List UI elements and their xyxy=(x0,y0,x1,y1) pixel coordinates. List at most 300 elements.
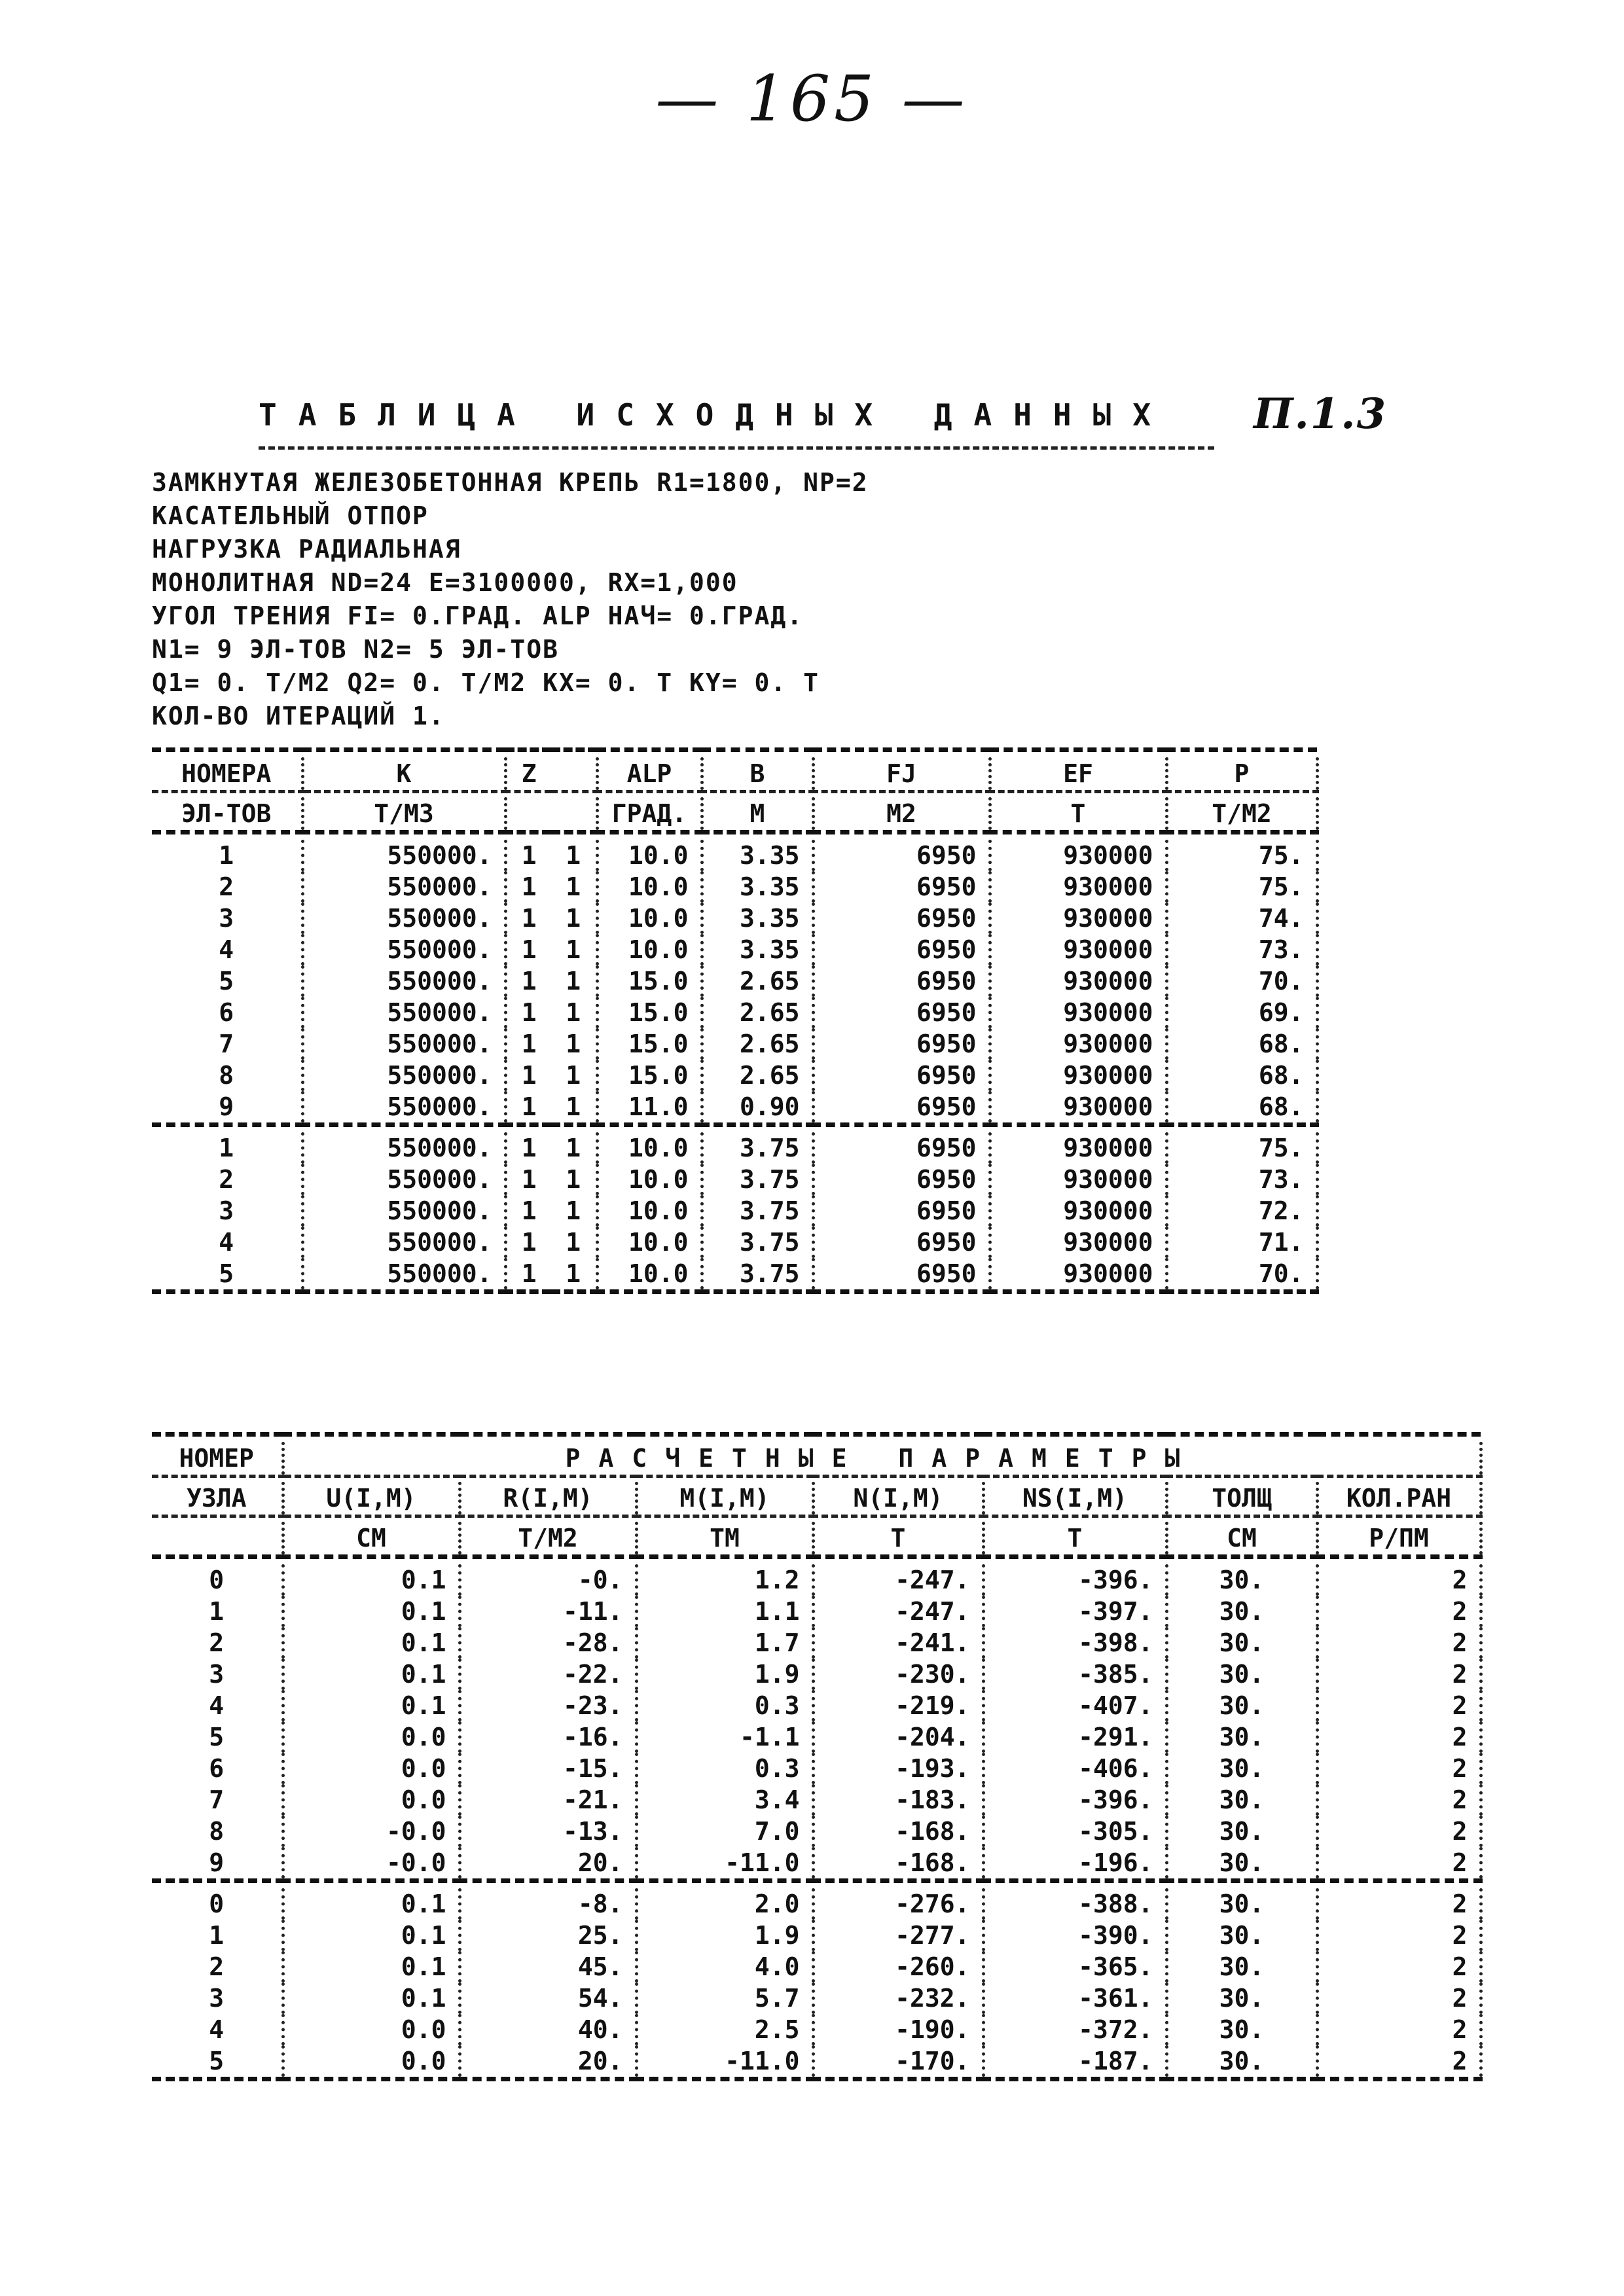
table-cell: 1 xyxy=(566,1092,581,1121)
table-cell: 30. xyxy=(1166,1564,1317,1596)
col-unit: М xyxy=(702,797,813,833)
table-cell: 930000 xyxy=(990,1195,1166,1227)
table-cell: -406. xyxy=(983,1753,1166,1784)
table-cell: 30. xyxy=(1166,1596,1317,1627)
table-cell: 9 xyxy=(209,1848,225,1877)
table-row xyxy=(152,1659,1481,1690)
table-row xyxy=(152,1888,1481,1920)
table-cell: 0.0 xyxy=(283,1753,460,1784)
info-line: НАГРУЗКА РАДИАЛЬНАЯ xyxy=(152,535,461,564)
table-cell: 0.1 xyxy=(283,1951,460,1982)
table-cell: 2 xyxy=(209,1628,225,1657)
col-unit xyxy=(152,1522,283,1557)
table-cell: 15.0 xyxy=(597,1060,702,1091)
table-cell: 10.0 xyxy=(597,840,702,871)
table-cell: -372. xyxy=(983,2014,1166,2045)
table-cell: 11.0 xyxy=(597,1091,702,1125)
col-unit: Т/М2 xyxy=(460,1522,636,1557)
table-row xyxy=(152,1091,1317,1125)
info-line: Q1= 0. Т/М2 Q2= 0. Т/М2 KX= 0. Т KY= 0. Т xyxy=(152,668,820,697)
table-cell: 1 xyxy=(505,1091,551,1125)
table-cell: 930000 xyxy=(990,1164,1166,1195)
table-cell: -277. xyxy=(813,1920,983,1951)
table-cell: 6950 xyxy=(813,1258,990,1292)
table-cell: 1 xyxy=(505,1132,551,1164)
input-units-row xyxy=(152,797,1317,833)
table-cell: 1 xyxy=(505,934,551,965)
table-cell: 1 xyxy=(505,997,551,1028)
table-row xyxy=(152,1784,1481,1816)
table-cell: -196. xyxy=(983,1847,1166,1881)
table-cell: 2 xyxy=(1317,2014,1481,2045)
table-cell: 2 xyxy=(1317,1627,1481,1659)
table-cell: 6950 xyxy=(813,1164,990,1195)
title-underline xyxy=(259,446,1214,450)
col-header: КОЛ.РАН xyxy=(1317,1482,1481,1516)
table-cell: -247. xyxy=(813,1564,983,1596)
table-cell: 70. xyxy=(1166,1258,1317,1292)
col-header: FJ xyxy=(813,757,990,792)
table-cell: 550000. xyxy=(302,871,505,903)
table-cell: -168. xyxy=(813,1847,983,1881)
table-cell: 1 xyxy=(505,1227,551,1258)
table-row xyxy=(152,1816,1481,1847)
table-cell: 2 xyxy=(1317,1816,1481,1847)
table-cell: 10.0 xyxy=(597,903,702,934)
table-cell: 30. xyxy=(1166,1784,1317,1816)
table-cell: 0.1 xyxy=(283,1690,460,1721)
results-header-row xyxy=(152,1482,1481,1516)
table-cell: 1 xyxy=(566,967,581,996)
table-cell: 0.0 xyxy=(283,1721,460,1753)
table-row xyxy=(152,1258,1317,1292)
table-cell: 550000. xyxy=(302,1258,505,1292)
col-header: ALP xyxy=(597,757,702,792)
table-cell: -396. xyxy=(983,1564,1166,1596)
table-cell: 3.75 xyxy=(702,1258,813,1292)
table-cell: 550000. xyxy=(302,1132,505,1164)
table-cell: -247. xyxy=(813,1596,983,1627)
table-cell: 0.1 xyxy=(283,1564,460,1596)
table-cell: 1 xyxy=(219,841,234,870)
table-cell: 3.35 xyxy=(702,903,813,934)
table-cell: -183. xyxy=(813,1784,983,1816)
table-cell: -11.0 xyxy=(636,1847,813,1881)
table-row xyxy=(152,934,1317,965)
table-cell: 2.65 xyxy=(702,1028,813,1060)
table-cell: 2 xyxy=(1317,1951,1481,1982)
table-cell: -241. xyxy=(813,1627,983,1659)
table-cell: 2.65 xyxy=(702,965,813,997)
table-cell: 0.90 xyxy=(702,1091,813,1125)
table-row xyxy=(152,1951,1481,1982)
table-cell: -193. xyxy=(813,1753,983,1784)
table-cell: 6950 xyxy=(813,1132,990,1164)
table-cell: 3.35 xyxy=(702,871,813,903)
table-cell: 5 xyxy=(219,1259,234,1288)
table-cell: 3 xyxy=(209,1660,225,1689)
table-cell: 550000. xyxy=(302,840,505,871)
table-cell: 6950 xyxy=(813,1195,990,1227)
table-cell: 0.0 xyxy=(283,2045,460,2079)
col-unit xyxy=(551,797,597,833)
table-cell: 1 xyxy=(566,935,581,964)
col-header: EF xyxy=(990,757,1166,792)
table-cell: 6950 xyxy=(813,997,990,1028)
table-cell: 2.65 xyxy=(702,1060,813,1091)
table-cell: 1 xyxy=(505,1195,551,1227)
col-unit: М2 xyxy=(813,797,990,833)
table-cell: 930000 xyxy=(990,871,1166,903)
col-unit: СМ xyxy=(1166,1522,1317,1557)
col-unit: Т/М3 xyxy=(302,797,505,833)
table-cell: 73. xyxy=(1166,1164,1317,1195)
table-title: ТАБЛИЦА ИСХОДНЫХ ДАННЫХ xyxy=(259,397,1172,433)
table-cell: 550000. xyxy=(302,1028,505,1060)
table-cell: 30. xyxy=(1166,1920,1317,1951)
table-cell: 550000. xyxy=(302,1091,505,1125)
table-cell: 8 xyxy=(209,1817,225,1846)
table-cell: 7 xyxy=(219,1030,234,1058)
info-block xyxy=(152,466,1396,733)
table-cell: 930000 xyxy=(990,965,1166,997)
table-cell: -170. xyxy=(813,2045,983,2079)
table-cell: 0.1 xyxy=(283,1596,460,1627)
table-cell: 40. xyxy=(460,2014,636,2045)
table-cell: 71. xyxy=(1166,1227,1317,1258)
table-row xyxy=(152,1596,1481,1627)
table-cell: 0.3 xyxy=(636,1690,813,1721)
node-header-bottom: УЗЛА xyxy=(186,1484,247,1513)
table-title-row xyxy=(259,389,1388,442)
col-unit: Т xyxy=(983,1522,1166,1557)
table-cell: 1 xyxy=(209,1921,225,1950)
col-header: B xyxy=(702,757,813,792)
table-cell: 75. xyxy=(1166,1132,1317,1164)
table-cell: 10.0 xyxy=(597,1258,702,1292)
table-cell: 69. xyxy=(1166,997,1317,1028)
table-cell: 74. xyxy=(1166,903,1317,934)
table-row xyxy=(152,1847,1481,1881)
table-cell: 68. xyxy=(1166,1028,1317,1060)
table-cell: 30. xyxy=(1166,2014,1317,2045)
table-cell: 3.35 xyxy=(702,840,813,871)
table-cell: 2.5 xyxy=(636,2014,813,2045)
table-cell: -1.1 xyxy=(636,1721,813,1753)
col-unit: Т xyxy=(813,1522,983,1557)
table-cell: -16. xyxy=(460,1721,636,1753)
table-cell: 0.0 xyxy=(283,1784,460,1816)
table-cell: 6950 xyxy=(813,871,990,903)
col-header: ТОЛЩ xyxy=(1166,1482,1317,1516)
table-row xyxy=(152,1164,1317,1195)
table-cell: 1.2 xyxy=(636,1564,813,1596)
table-cell: 6950 xyxy=(813,965,990,997)
table-cell: 2 xyxy=(1317,1784,1481,1816)
table-cell: 0.1 xyxy=(283,1659,460,1690)
table-cell: 1 xyxy=(209,1597,225,1626)
table-cell: 3.35 xyxy=(702,934,813,965)
table-cell: 1 xyxy=(566,1061,581,1090)
table-cell: 4 xyxy=(209,2015,225,2044)
table-cell: -15. xyxy=(460,1753,636,1784)
table-cell: 2.65 xyxy=(702,997,813,1028)
table-cell: 30. xyxy=(1166,1659,1317,1690)
table-row xyxy=(152,965,1317,997)
table-cell: 3.75 xyxy=(702,1132,813,1164)
results-table xyxy=(152,1432,1483,2087)
table-cell: -28. xyxy=(460,1627,636,1659)
table-cell: 15.0 xyxy=(597,997,702,1028)
table-cell: 5 xyxy=(209,2047,225,2075)
col-header: R(I,M) xyxy=(460,1482,636,1516)
table-cell: 0.1 xyxy=(283,1982,460,2014)
table-cell: 0 xyxy=(209,1566,225,1594)
table-cell: 550000. xyxy=(302,1195,505,1227)
table-cell: 6950 xyxy=(813,1028,990,1060)
table-cell: 550000. xyxy=(302,997,505,1028)
results-section-title: РАСЧЕТНЫЕ ПАРАМЕТРЫ xyxy=(283,1442,1481,1477)
table-cell: 6 xyxy=(209,1754,225,1783)
table-cell: 930000 xyxy=(990,1091,1166,1125)
table-cell: -361. xyxy=(983,1982,1166,2014)
table-cell: 72. xyxy=(1166,1195,1317,1227)
table-cell: 930000 xyxy=(990,934,1166,965)
table-cell: -0.0 xyxy=(283,1847,460,1881)
table-row xyxy=(152,1721,1481,1753)
table-cell: 75. xyxy=(1166,871,1317,903)
table-cell: -385. xyxy=(983,1659,1166,1690)
table-cell: 4.0 xyxy=(636,1951,813,1982)
table-cell: 70. xyxy=(1166,965,1317,997)
table-cell: -232. xyxy=(813,1982,983,2014)
results-units-row xyxy=(152,1522,1481,1557)
table-cell: 68. xyxy=(1166,1060,1317,1091)
table-cell: 15.0 xyxy=(597,1028,702,1060)
col-header: M(I,M) xyxy=(636,1482,813,1516)
table-cell: -0. xyxy=(460,1564,636,1596)
table-cell: 930000 xyxy=(990,1227,1166,1258)
table-cell: 1 xyxy=(505,1028,551,1060)
table-cell: -168. xyxy=(813,1816,983,1847)
table-cell: 10.0 xyxy=(597,871,702,903)
table-cell: 3 xyxy=(209,1984,225,2013)
table-cell: 5.7 xyxy=(636,1982,813,2014)
table-cell: -0.0 xyxy=(283,1816,460,1847)
table-cell: 550000. xyxy=(302,1164,505,1195)
table-cell: 1 xyxy=(566,1228,581,1257)
info-line: N1= 9 ЭЛ-ТОВ N2= 5 ЭЛ-ТОВ xyxy=(152,635,559,664)
table-cell: 7 xyxy=(209,1785,225,1814)
table-cell: 75. xyxy=(1166,840,1317,871)
results-title-row xyxy=(152,1442,1481,1477)
info-line: КОЛ-ВО ИТЕРАЦИЙ 1. xyxy=(152,702,445,730)
table-cell: -219. xyxy=(813,1690,983,1721)
table-cell: 1 xyxy=(505,1164,551,1195)
col-unit: ЭЛ-ТОВ xyxy=(181,799,272,828)
table-cell: 3 xyxy=(219,1196,234,1225)
table-cell: 0 xyxy=(209,1890,225,1918)
table-cell: 1.9 xyxy=(636,1659,813,1690)
table-cell: 6950 xyxy=(813,934,990,965)
table-cell: 1.7 xyxy=(636,1627,813,1659)
table-cell: -390. xyxy=(983,1920,1166,1951)
table-cell: 30. xyxy=(1166,1753,1317,1784)
table-cell: 25. xyxy=(460,1920,636,1951)
table-cell: 2 xyxy=(1317,1721,1481,1753)
table-cell: 1 xyxy=(505,871,551,903)
table-cell: 2 xyxy=(1317,1982,1481,2014)
table-cell: 1 xyxy=(219,1134,234,1162)
table-cell: 930000 xyxy=(990,840,1166,871)
table-row xyxy=(152,2045,1481,2079)
table-row xyxy=(152,871,1317,903)
table-cell: 3.75 xyxy=(702,1164,813,1195)
table-cell: -260. xyxy=(813,1951,983,1982)
table-cell: -22. xyxy=(460,1659,636,1690)
table-cell: -187. xyxy=(983,2045,1166,2079)
table-cell: 1 xyxy=(505,965,551,997)
table-cell: 30. xyxy=(1166,1951,1317,1982)
table-row xyxy=(152,1195,1317,1227)
col-unit: Р/ПМ xyxy=(1317,1522,1481,1557)
table-cell: -397. xyxy=(983,1596,1166,1627)
table-cell: -398. xyxy=(983,1627,1166,1659)
table-cell: 6950 xyxy=(813,1060,990,1091)
table-cell: -396. xyxy=(983,1784,1166,1816)
table-cell: 1 xyxy=(566,1030,581,1058)
table-cell: 6 xyxy=(219,998,234,1027)
table-cell: 30. xyxy=(1166,1847,1317,1881)
info-line: КАСАТЕЛЬНЫЙ ОТПОР xyxy=(152,501,429,530)
table-cell: 2 xyxy=(1317,1659,1481,1690)
table-cell: -291. xyxy=(983,1721,1166,1753)
table-cell: 930000 xyxy=(990,903,1166,934)
table-cell: 1.1 xyxy=(636,1596,813,1627)
table-cell: 3 xyxy=(219,904,234,933)
col-unit: ГРАД. xyxy=(597,797,702,833)
table-cell: 3.75 xyxy=(702,1227,813,1258)
table-row xyxy=(152,1060,1317,1091)
table-cell: 2 xyxy=(1317,1847,1481,1881)
col-header: P xyxy=(1166,757,1317,792)
table-cell: 30. xyxy=(1166,1888,1317,1920)
table-row xyxy=(152,1920,1481,1951)
col-header: Z xyxy=(505,757,551,792)
table-cell: 6950 xyxy=(813,1227,990,1258)
table-row xyxy=(152,1227,1317,1258)
table-cell: 9 xyxy=(219,1092,234,1121)
table-cell: 1 xyxy=(566,872,581,901)
table-cell: -8. xyxy=(460,1888,636,1920)
table-cell: 2.0 xyxy=(636,1888,813,1920)
info-line: УГОЛ ТРЕНИЯ FI= 0.ГРАД. ALP НАЧ= 0.ГРАД. xyxy=(152,601,804,630)
table-cell: 54. xyxy=(460,1982,636,2014)
table-cell: 30. xyxy=(1166,2045,1317,2079)
table-cell: -21. xyxy=(460,1784,636,1816)
table-row xyxy=(152,1690,1481,1721)
table-cell: 7.0 xyxy=(636,1816,813,1847)
table-row xyxy=(152,2014,1481,2045)
table-cell: 10.0 xyxy=(597,934,702,965)
table-cell: 930000 xyxy=(990,1258,1166,1292)
table-cell: 1 xyxy=(505,1258,551,1292)
table-cell: 5 xyxy=(219,967,234,996)
table-cell: 1 xyxy=(505,1060,551,1091)
table-row xyxy=(152,1753,1481,1784)
col-unit xyxy=(505,797,551,833)
table-row xyxy=(152,1627,1481,1659)
table-row xyxy=(152,1982,1481,2014)
table-cell: -204. xyxy=(813,1721,983,1753)
input-header-row xyxy=(152,757,1317,792)
table-cell: 30. xyxy=(1166,1816,1317,1847)
table-row xyxy=(152,903,1317,934)
table-cell: 20. xyxy=(460,1847,636,1881)
table-cell: -13. xyxy=(460,1816,636,1847)
col-unit: ТМ xyxy=(636,1522,813,1557)
table-cell: 2 xyxy=(219,872,234,901)
table-cell: 4 xyxy=(219,1228,234,1257)
table-cell: 6950 xyxy=(813,1091,990,1125)
info-line: МОНОЛИТНАЯ ND=24 E=3100000, RX=1,000 xyxy=(152,568,738,597)
col-header: НОМЕРА xyxy=(181,759,272,788)
table-cell: 2 xyxy=(219,1165,234,1194)
table-cell: 4 xyxy=(209,1691,225,1720)
table-cell: 68. xyxy=(1166,1091,1317,1125)
table-cell: 550000. xyxy=(302,1060,505,1091)
table-cell: -11.0 xyxy=(636,2045,813,2079)
table-cell: 10.0 xyxy=(597,1195,702,1227)
col-unit: СМ xyxy=(283,1522,460,1557)
col-header: N(I,M) xyxy=(813,1482,983,1516)
table-cell: 1 xyxy=(505,840,551,871)
table-row xyxy=(152,1028,1317,1060)
table-cell: 6950 xyxy=(813,903,990,934)
table-cell: 2 xyxy=(1317,1690,1481,1721)
table-cell: 30. xyxy=(1166,1721,1317,1753)
table-cell: 0.1 xyxy=(283,1920,460,1951)
table-cell: 930000 xyxy=(990,997,1166,1028)
table-cell: -276. xyxy=(813,1888,983,1920)
table-cell: 30. xyxy=(1166,1627,1317,1659)
node-header-top: НОМЕР xyxy=(179,1444,254,1473)
table-cell: 3.75 xyxy=(702,1195,813,1227)
col-header: K xyxy=(302,757,505,792)
table-cell: -388. xyxy=(983,1888,1166,1920)
table-cell: 1 xyxy=(566,1134,581,1162)
table-cell: 73. xyxy=(1166,934,1317,965)
table-row xyxy=(152,1132,1317,1164)
table-cell: -305. xyxy=(983,1816,1166,1847)
table-cell: 1 xyxy=(566,998,581,1027)
table-cell: 10.0 xyxy=(597,1164,702,1195)
table-cell: 4 xyxy=(219,935,234,964)
table-row xyxy=(152,1564,1481,1596)
table-cell: 2 xyxy=(1317,1888,1481,1920)
table-cell: 0.0 xyxy=(283,2014,460,2045)
appendix-label: П.1.3 xyxy=(1254,389,1388,439)
table-cell: -407. xyxy=(983,1690,1166,1721)
table-cell: 5 xyxy=(209,1723,225,1751)
table-cell: 550000. xyxy=(302,934,505,965)
table-cell: 10.0 xyxy=(597,1132,702,1164)
table-cell: 30. xyxy=(1166,1690,1317,1721)
table-row xyxy=(152,997,1317,1028)
table-cell: -365. xyxy=(983,1951,1166,1982)
table-cell: 930000 xyxy=(990,1060,1166,1091)
table-cell: 8 xyxy=(219,1061,234,1090)
